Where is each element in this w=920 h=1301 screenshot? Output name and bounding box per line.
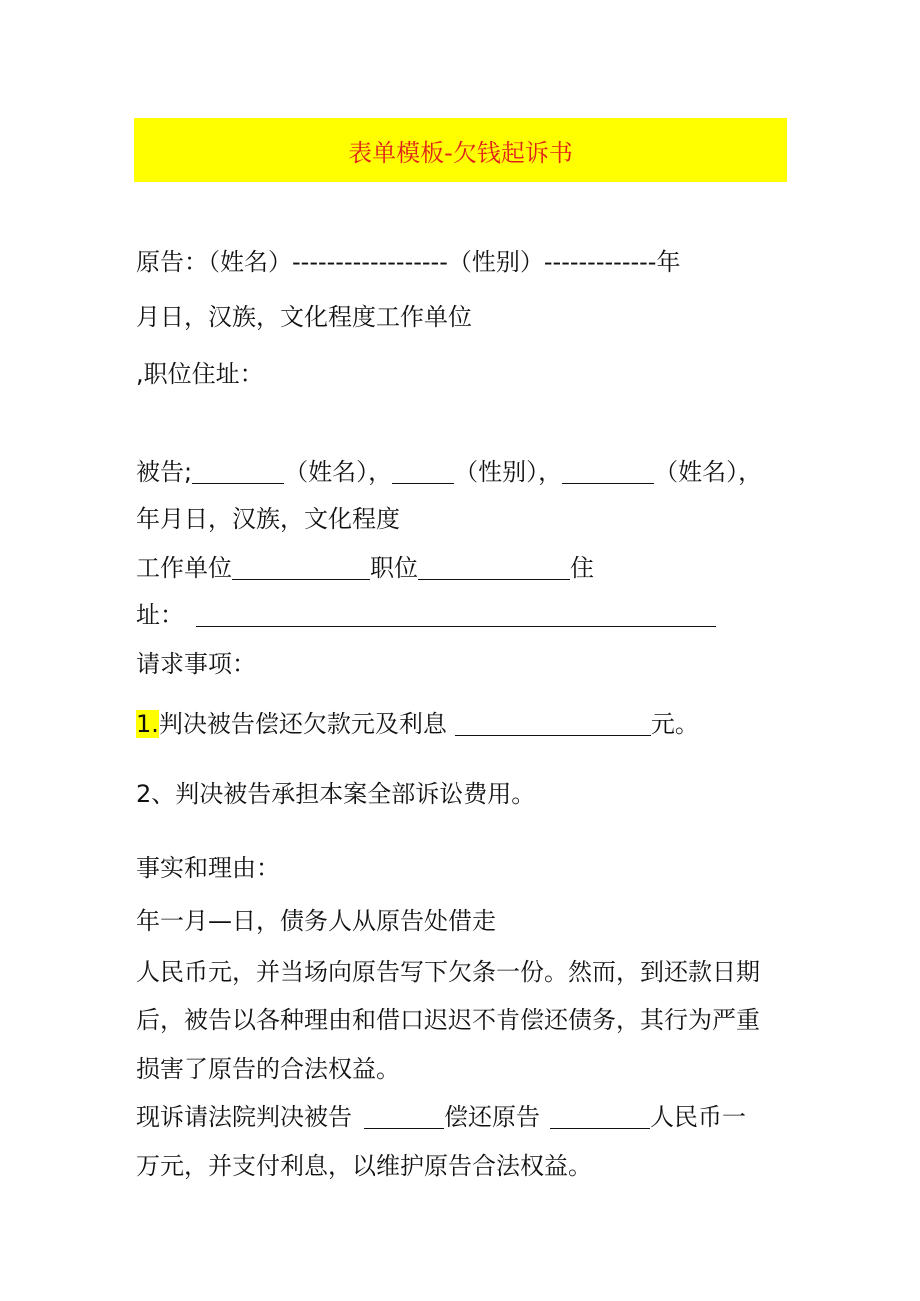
defendant-label: 被告; — [136, 458, 193, 486]
interest-amount-blank[interactable] — [455, 711, 651, 736]
facts-paragraph-line-5 — [136, 1102, 746, 1132]
residence-label-b: 址： — [136, 601, 184, 629]
facts-paragraph-line-4: 损害了原告的合法权益。 — [136, 1055, 400, 1083]
work-unit-blank[interactable] — [232, 555, 370, 580]
work-unit-label: 工作单位 — [136, 554, 232, 582]
document-title-banner — [134, 118, 787, 182]
facts-p5-a: 现诉请法院判决被告 — [136, 1103, 352, 1131]
defendant-name-label-2: （姓名）， — [654, 458, 763, 486]
claim-item-2: 2、判决被告承担本案全部诉讼费用。 — [136, 780, 536, 808]
plaintiff-line-1: 原告：（姓名）------------------（性别）-------------年 — [136, 248, 681, 276]
defendant-line-2: 年月日，汉族，文化程度 — [136, 505, 400, 533]
facts-paragraph-line-3: 后，被告以各种理由和借口迟迟不肯偿还债务，其行为严重 — [136, 1006, 760, 1034]
defendant-line-1 — [136, 457, 762, 487]
defendant-line-4 — [136, 600, 716, 630]
defendant-name-blank[interactable] — [192, 459, 284, 484]
claim-item-1 — [136, 709, 699, 739]
claim-item-1-text: 判决被告偿还欠款元及利息 — [158, 710, 447, 738]
position-blank[interactable] — [418, 555, 570, 580]
plaintiff-blank[interactable] — [550, 1104, 650, 1129]
facts-p5-c: 人民币一 — [650, 1103, 746, 1131]
facts-paragraph-line-6: 万元，并支付利息，以维护原告合法权益。 — [136, 1152, 592, 1180]
defendant-gender-label: （性别）， — [454, 458, 563, 486]
facts-paragraph-line-1: 年一月—日，债务人从原告处借走 — [136, 907, 496, 935]
claim-item-1-number: 1. — [136, 710, 159, 738]
claim-item-1-unit: 元。 — [650, 710, 699, 738]
plaintiff-line-3: ,职位住址： — [136, 360, 264, 388]
document-title: 表单模板-欠钱起诉书 — [348, 138, 573, 167]
defendant-name-blank-2[interactable] — [562, 459, 654, 484]
plaintiff-line-2: 月日，汉族，文化程度工作单位 — [136, 303, 472, 331]
residence-blank[interactable] — [196, 602, 716, 627]
defendant-name-label: （姓名）， — [284, 458, 393, 486]
facts-p5-b: 偿还原告 — [444, 1103, 540, 1131]
defendant-line-3 — [136, 553, 594, 583]
claims-heading: 请求事项： — [136, 650, 256, 678]
facts-heading: 事实和理由： — [136, 854, 280, 882]
facts-paragraph-line-2: 人民币元，并当场向原告写下欠条一份。然而，到还款日期 — [136, 958, 760, 986]
position-label: 职位 — [370, 554, 418, 582]
defendant-blank[interactable] — [364, 1104, 444, 1129]
residence-label-a: 住 — [570, 554, 594, 582]
defendant-gender-blank[interactable] — [392, 459, 454, 484]
